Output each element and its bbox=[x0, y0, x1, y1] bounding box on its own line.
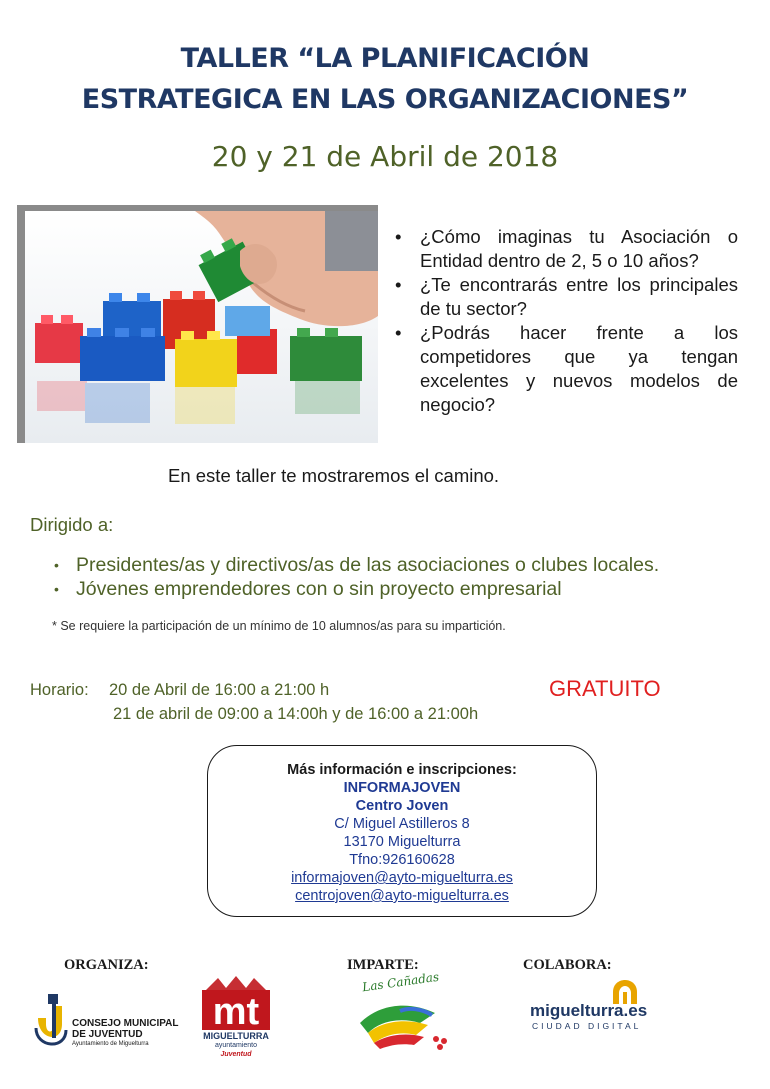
miguelturra-domain: miguelturra.es bbox=[530, 1001, 648, 1020]
mt-mark-text: mt bbox=[212, 991, 260, 1032]
title-line-2: ESTRATEGICA EN LAS ORGANIZACIONES” bbox=[81, 84, 689, 115]
consejo-sub: Ayuntamiento de Miguelturra bbox=[72, 1041, 149, 1047]
mt-sub-1: ayuntamiento bbox=[214, 1042, 258, 1049]
mt-sub-2: Juventud bbox=[220, 1051, 252, 1058]
info-box bbox=[207, 745, 597, 917]
audience-item: • Presidentes/as y directivos/as de las asociaciones o clubes locales. bbox=[52, 553, 659, 577]
organiza-label: ORGANIZA: bbox=[64, 957, 149, 973]
info-heading: Más información e inscripciones: bbox=[287, 762, 517, 778]
schedule-line-2: 21 de abril de 09:00 a 14:00h y de 16:00 a 21:00h bbox=[113, 705, 479, 723]
title-line-1: TALLER “LA PLANIFICACIÓN bbox=[180, 43, 590, 74]
event-date: 20 y 21 de Abril de 2018 bbox=[211, 140, 559, 173]
consejo-emblem-icon bbox=[32, 990, 68, 1052]
miguelturra-juventud-logo bbox=[196, 974, 276, 1060]
consejo-name-2: DE JUVENTUD bbox=[72, 1029, 143, 1040]
blocks-photo bbox=[25, 211, 378, 443]
schedule-label: Horario: bbox=[30, 681, 89, 699]
intro-text: En este taller te mostraremos el camino. bbox=[168, 465, 500, 486]
miguelturra-es-logo bbox=[530, 978, 660, 1034]
question-item: • ¿Te encontrarás entre los principales de tu sector? bbox=[393, 273, 738, 321]
info-phone: Tfno:926160628 bbox=[349, 852, 455, 868]
audience-list bbox=[52, 553, 659, 601]
question-item: • ¿Cómo imaginas tu Asociación o Entidad dentro de 2, 5 o 10 años? bbox=[393, 225, 738, 273]
info-address: C/ Miguel Astilleros 8 bbox=[334, 816, 470, 832]
canadas-emblem-icon bbox=[340, 993, 465, 1051]
price-badge: GRATUITO bbox=[549, 676, 661, 701]
info-city: 13170 Miguelturra bbox=[343, 834, 461, 850]
colabora-label: COLABORA: bbox=[523, 957, 612, 973]
page-title bbox=[0, 38, 770, 120]
questions-list bbox=[393, 225, 738, 417]
info-place: Centro Joven bbox=[355, 798, 449, 814]
email-link-informajoven[interactable]: informajoven@ayto-miguelturra.es bbox=[291, 870, 513, 886]
schedule-line-1: 20 de Abril de 16:00 a 21:00 h bbox=[109, 681, 330, 699]
consejo-juventud-logo bbox=[32, 990, 192, 1052]
consejo-name-1: CONSEJO MUNICIPAL bbox=[72, 1018, 179, 1029]
requirement-note: * Se requiere la participación de un mínimo de 10 alumnos/as para su impartición. bbox=[52, 619, 506, 633]
ciudad-digital: CIUDAD DIGITAL bbox=[532, 1021, 642, 1031]
audience-item: • Jóvenes emprendedores con o sin proyecto empresarial bbox=[52, 577, 659, 601]
audience-label: Dirigido a: bbox=[30, 514, 114, 535]
info-org: INFORMAJOVEN bbox=[343, 780, 461, 796]
question-item: • ¿Podrás hacer frente a los competidores que ya tengan excelentes y nuevos modelos de negocio? bbox=[393, 321, 738, 417]
las-canadas-logo bbox=[340, 969, 465, 1050]
imparte-label: IMPARTE: bbox=[347, 957, 419, 973]
mt-name: MIGUELTURRA bbox=[203, 1031, 269, 1041]
mt-emblem-icon bbox=[196, 974, 276, 1032]
email-link-centrojoven[interactable]: centrojoven@ayto-miguelturra.es bbox=[295, 888, 509, 904]
blocks-illustration bbox=[25, 211, 378, 443]
canadas-text: Las Cañadas bbox=[361, 969, 440, 995]
